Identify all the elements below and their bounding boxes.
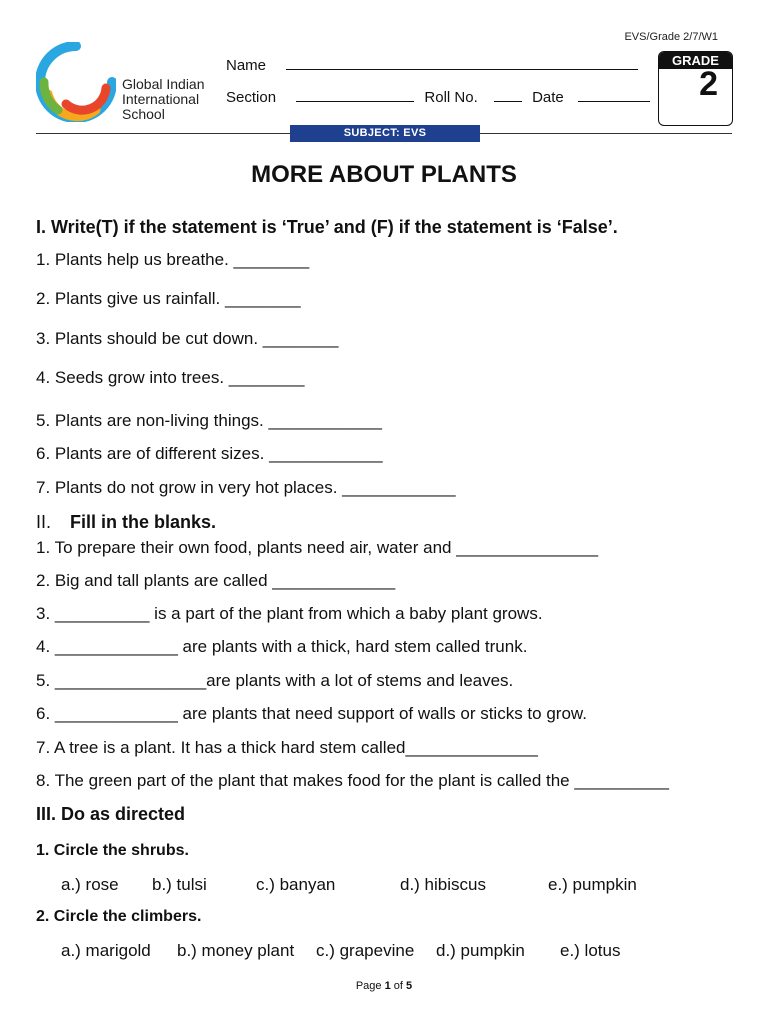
tf-item-4: 4. Seeds grow into trees. ________	[36, 368, 305, 387]
section-2-numeral: II.	[36, 512, 52, 532]
q1-option-b: b.) tulsi	[152, 875, 207, 894]
q1-option-c: c.) banyan	[256, 875, 336, 894]
tf-item-5: 5. Plants are non-living things. ____________	[36, 411, 382, 430]
date-field[interactable]	[578, 88, 650, 102]
tf-item-6: 6. Plants are of different sizes. ____________	[36, 444, 383, 463]
fill-item-1: 1. To prepare their own food, plants need air, water and _______________	[36, 538, 599, 557]
section-2-heading: Fill in the blanks.	[70, 512, 217, 532]
fill-item-7: 7. A tree is a plant. It has a thick hard stem called______________	[36, 738, 538, 757]
name-row	[226, 56, 638, 74]
q2-option-d: d.) pumpkin	[436, 941, 525, 960]
grade-box	[658, 51, 733, 126]
date-label: Date	[532, 89, 564, 106]
subject-banner: SUBJECT: EVS	[290, 125, 480, 142]
grade-label: GRADE	[659, 52, 732, 69]
q2-option-a: a.) marigold	[61, 941, 151, 960]
q2-option-c: c.) grapevine	[316, 941, 415, 960]
fill-item-8: 8. The green part of the plant that makes food for the plant is called the __________	[36, 771, 669, 790]
name-field[interactable]	[286, 56, 638, 70]
name-label: Name	[226, 57, 267, 74]
tf-item-3: 3. Plants should be cut down. ________	[36, 329, 339, 348]
fill-item-6: 6. _____________ are plants that need support of walls or sticks to grow.	[36, 704, 587, 723]
grade-number: 2	[699, 65, 718, 103]
fill-item-5: 5. ________________are plants with a lot of stems and leaves.	[36, 671, 514, 690]
school-name-line-2: International	[122, 91, 200, 107]
document-code: EVS/Grade 2/7/W1	[624, 31, 718, 43]
section-3-heading: III. Do as directed	[36, 804, 186, 824]
q2-option-e: e.) lotus	[560, 941, 621, 960]
question-1-label: 1. Circle the shrubs.	[36, 842, 189, 859]
tf-item-2: 2. Plants give us rainfall. ________	[36, 289, 301, 308]
school-name	[122, 77, 205, 122]
page-number: 1	[384, 980, 391, 992]
page-title: MORE ABOUT PLANTS	[251, 161, 517, 188]
fill-item-3: 3. __________ is a part of the plant from which a baby plant grows.	[36, 604, 543, 623]
section-1-heading: I. Write(T) if the statement is ‘True’ and (F) if the statement is ‘False’.	[36, 217, 618, 237]
school-name-line-3: School	[122, 106, 165, 122]
fill-item-2: 2. Big and tall plants are called _____________	[36, 571, 396, 590]
school-logo	[36, 42, 116, 122]
section-label: Section	[226, 89, 277, 106]
q1-option-d: d.) hibiscus	[400, 875, 486, 894]
q1-option-e: e.) pumpkin	[548, 875, 637, 894]
page-word: Page	[355, 980, 382, 992]
page-footer	[0, 980, 768, 992]
page-total: 5	[406, 980, 413, 992]
section-field[interactable]	[296, 88, 414, 102]
tf-item-1: 1. Plants help us breathe. ________	[36, 250, 310, 269]
school-name-line-1: Global Indian	[122, 76, 205, 92]
fill-item-4: 4. _____________ are plants with a thick, hard stem called trunk.	[36, 637, 528, 656]
roll-field[interactable]	[494, 88, 522, 102]
tf-item-7: 7. Plants do not grow in very hot places. ____________	[36, 478, 456, 497]
of-word: of	[393, 980, 403, 992]
q2-option-b: b.) money plant	[177, 941, 295, 960]
roll-label: Roll No.	[424, 89, 478, 106]
question-2-label: 2. Circle the climbers.	[36, 908, 202, 925]
q1-option-a: a.) rose	[61, 875, 119, 894]
section-row	[226, 88, 650, 106]
